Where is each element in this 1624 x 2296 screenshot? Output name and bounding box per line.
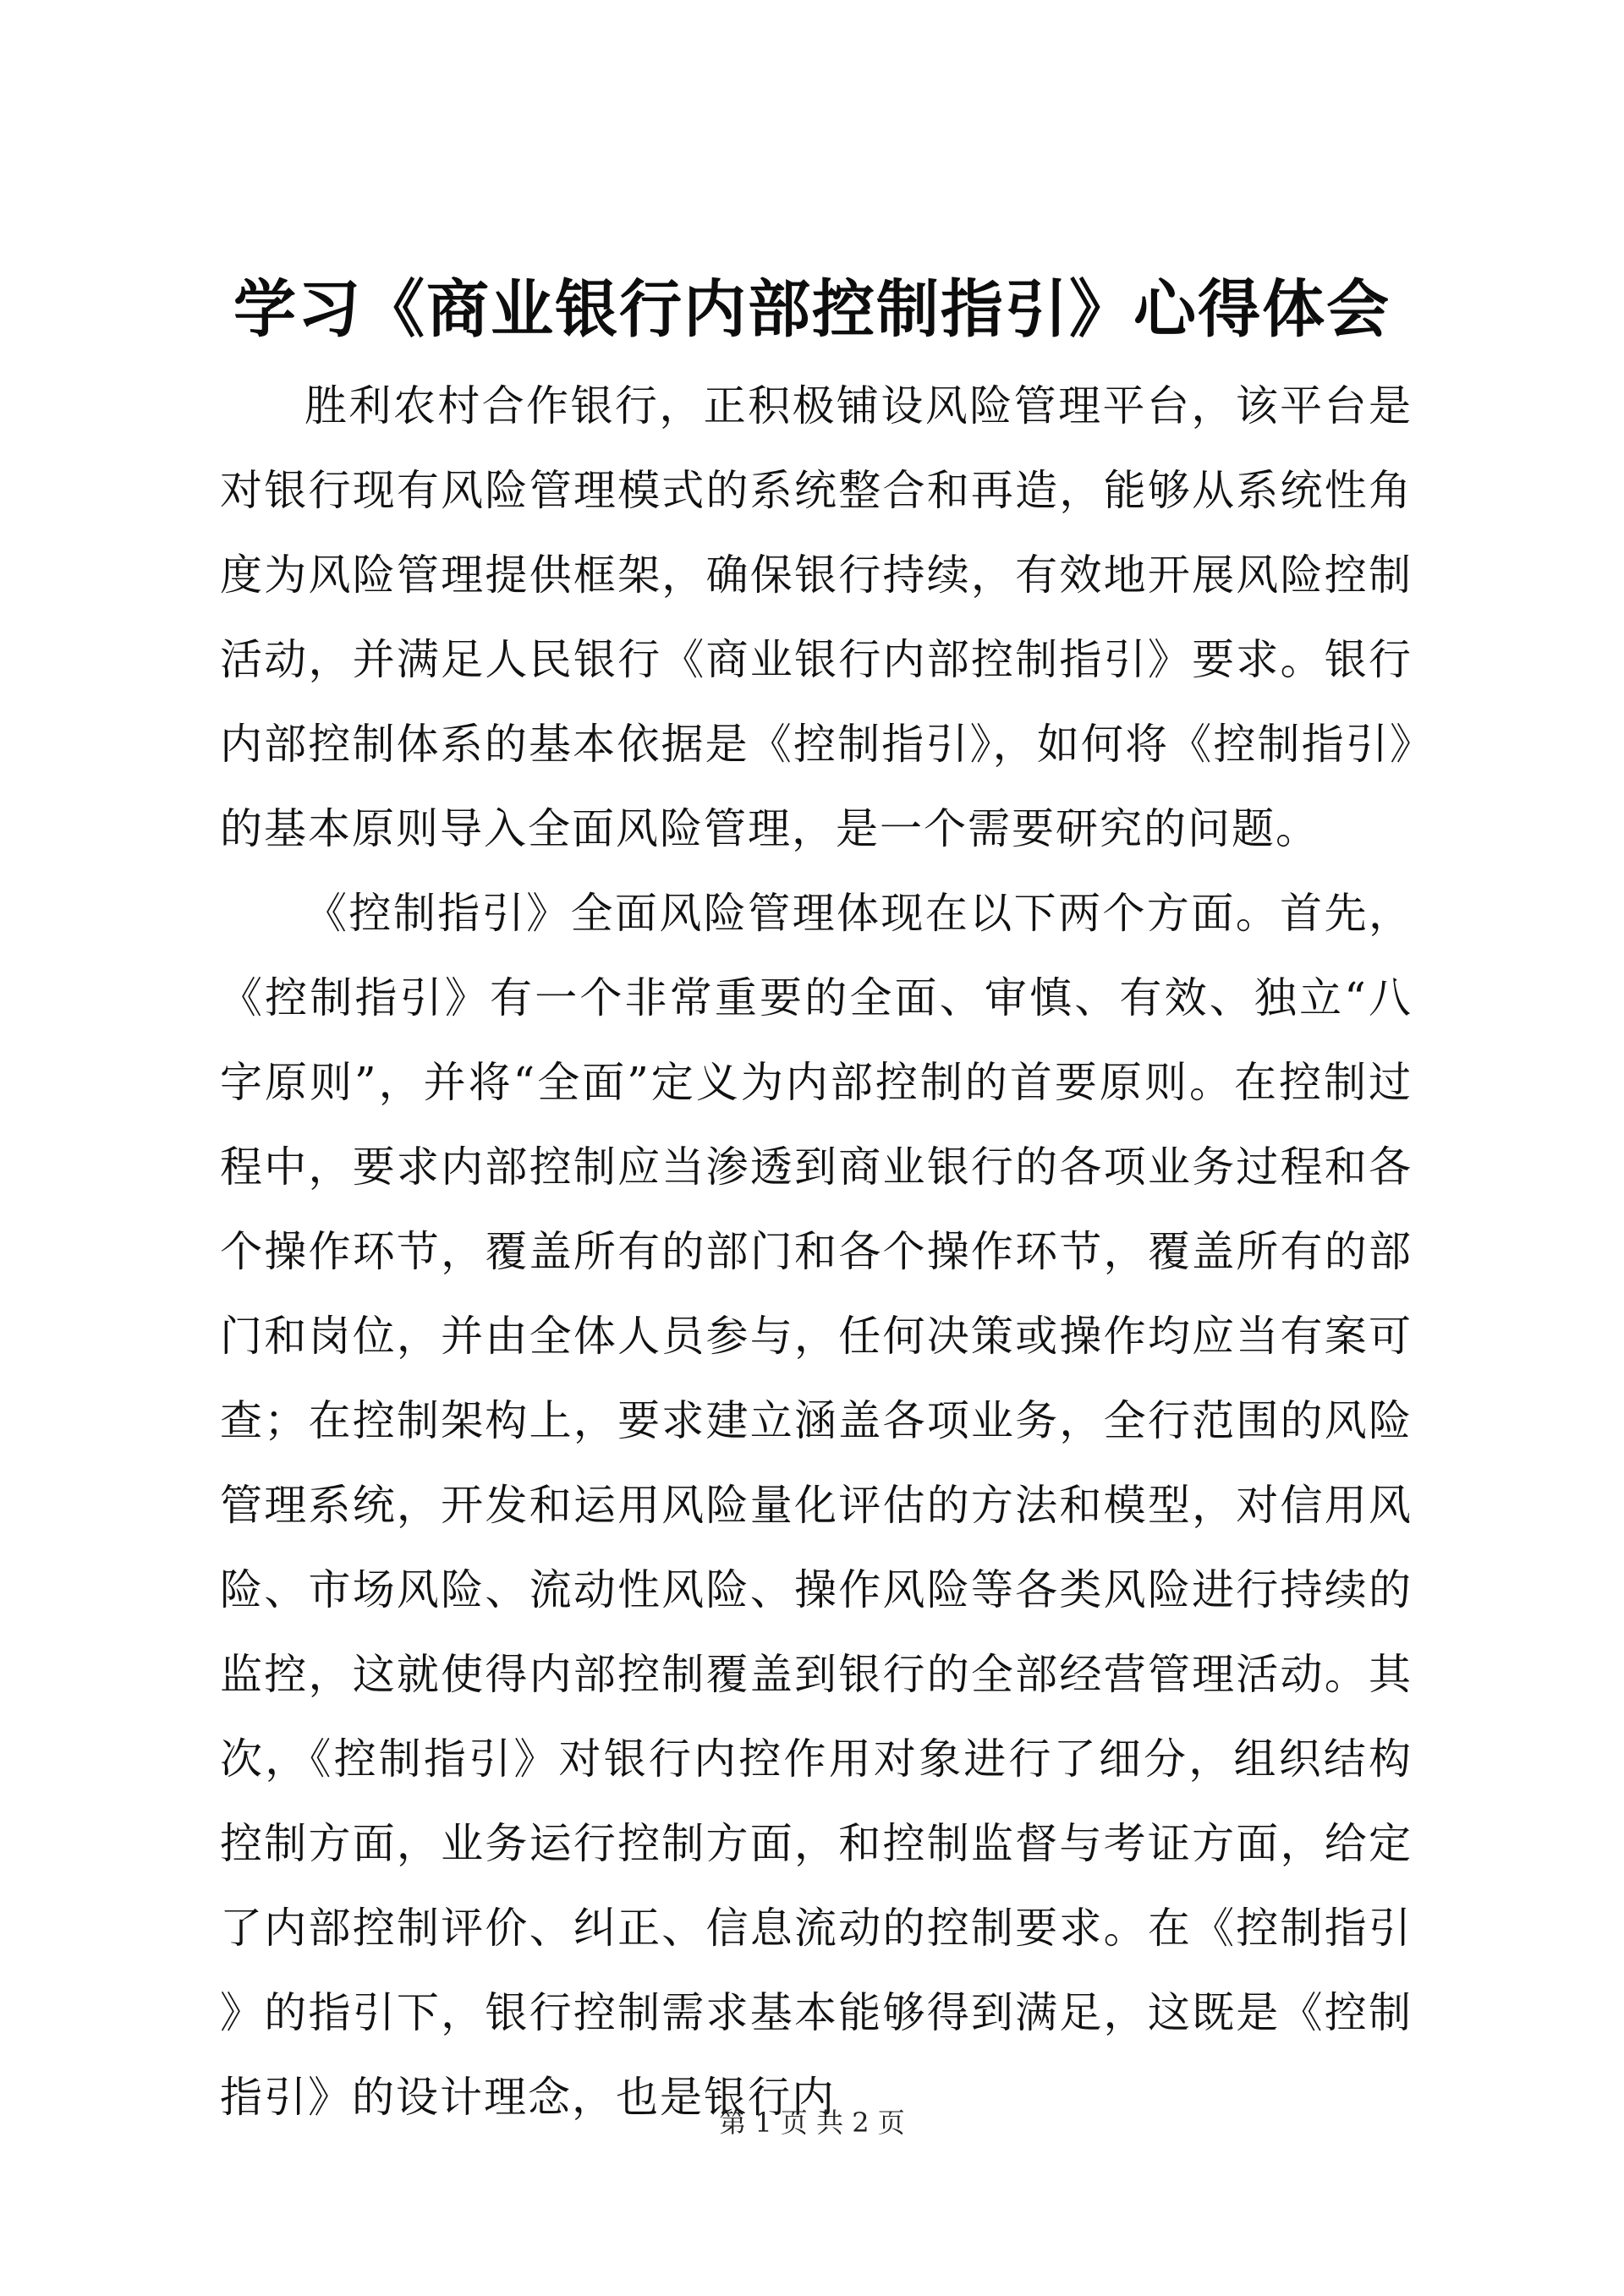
document-body: [220, 364, 1413, 2140]
document-title: 学习《商业银行内部控制指引》心得体会: [233, 273, 1391, 346]
paragraph-1: 胜利农村合作银行，正积极铺设风险管理平台，该平台是对银行现有风险管理模式的系统整合和再造，能够从系统性角度为风险管理提供框架，确保银行持续，有效地开展风险控制活动，并满足人民银行《商业银行内部控制指引》要求。银行内部控制体系的基本依据是《控制指引》，如何将《控制指引》的基本原则导入全面风险管理，是一个需要研究的问题。: [220, 381, 1413, 853]
paragraph-2: 《控制指引》全面风险管理体现在以下两个方面。首先，《控制指引》有一个非常重要的全面、审慎、有效、独立“八字原则”，并将“全面”定义为内部控制的首要原则。在控制过程中，要求内部控制应当渗透到商业银行的各项业务过程和各个操作环节，覆盖所有的部门和各个操作环节，覆盖所有的部门和岗位，并由全体人员参与，任何决策或操作均应当有案可查；在控制架构上，要求建立涵盖各项业务，全行范围的风险管理系统，开发和运用风险量化评估的方法和模型，对信用风险、市场风险、流动性风险、操作风险等各类风险进行持续的监控，这就使得内部控制覆盖到银行的全部经营管理活动。其次，《控制指引》对银行内控作用对象进行了细分，组织结构控制方面，业务运行控制方面，和控制监督与考证方面，给定了内部控制评价、纠正、信息流动的控制要求。在《控制指引》的指引下，银行控制需求基本能够得到满足，这既是《控制指引》的设计理念，也是银行内: [220, 889, 1413, 2122]
page-number-footer: 第 1 页 共 2 页: [719, 2107, 905, 2139]
